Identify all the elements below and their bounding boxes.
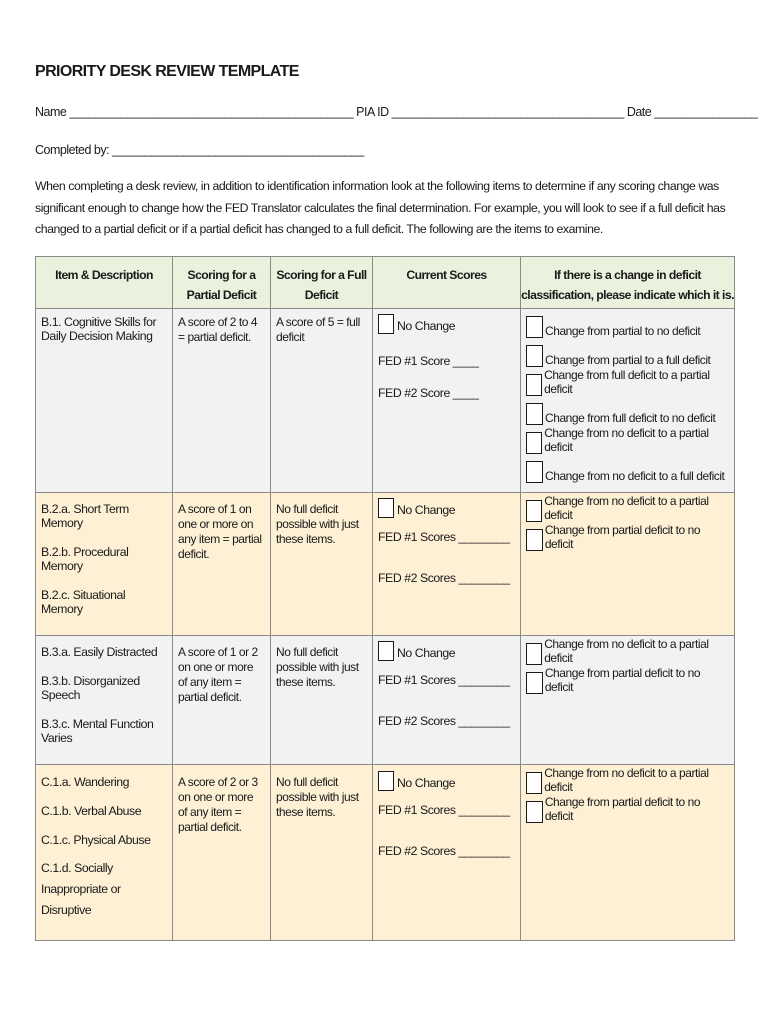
- header-current: Current Scores: [373, 257, 521, 309]
- change-option-checkbox[interactable]: [526, 500, 542, 522]
- header-item: Item & Description: [36, 257, 173, 309]
- partial-scoring: A score of 2 or 3 on one or more of any item = partial deficit.: [178, 775, 258, 834]
- change-option-label: Change from partial to no deficit: [545, 324, 701, 338]
- change-option-checkbox[interactable]: [526, 345, 543, 367]
- table-header-row: [36, 257, 735, 309]
- change-option-label: Change from no deficit to a partial deficit: [544, 494, 709, 522]
- item-description: B.2.a. Short Term Memory: [41, 502, 129, 530]
- no-change-label: No Change: [397, 646, 456, 660]
- change-option-checkbox[interactable]: [526, 529, 543, 551]
- no-change-checkbox[interactable]: [378, 771, 394, 791]
- change-option-label: Change from no deficit to a partial deficit: [544, 426, 709, 454]
- item-description: B.3.b. Disorganized Speech: [41, 674, 140, 702]
- full-scoring: No full deficit possible with just these items.: [276, 775, 359, 819]
- change-option-label: Change from partial deficit to no deficit: [544, 666, 701, 694]
- partial-scoring: A score of 1 on one or more on any item = partial deficit.: [178, 502, 262, 561]
- fed1-score-field[interactable]: FED #1 Score ____: [378, 354, 479, 368]
- full-scoring: A score of 5 = full deficit: [276, 315, 360, 344]
- full-scoring: No full deficit possible with just these items.: [276, 645, 359, 689]
- fed1-score-field[interactable]: FED #1 Scores ________: [378, 803, 510, 817]
- item-description: B.2.b. Procedural Memory: [41, 545, 129, 573]
- header-change: If there is a change in deficit classification, please indicate which it is.: [521, 257, 735, 309]
- header-full: Scoring for a Full Deficit: [271, 257, 373, 309]
- no-change-label: No Change: [397, 319, 456, 333]
- completed-by-line: Completed by: _______________________________________: [35, 143, 364, 157]
- item-description: B.3.a. Easily Distracted: [41, 645, 158, 659]
- table-row: [36, 493, 735, 636]
- partial-scoring: A score of 2 to 4 = partial deficit.: [178, 315, 258, 344]
- partial-scoring: A score of 1 or 2 on one or more of any item = partial deficit.: [178, 645, 258, 704]
- table-row: [36, 765, 735, 941]
- no-change-label: No Change: [397, 503, 456, 517]
- no-change-checkbox[interactable]: [378, 314, 394, 334]
- document-title: PRIORITY DESK REVIEW TEMPLATE: [35, 63, 299, 80]
- fed1-score-field[interactable]: FED #1 Scores ________: [378, 673, 510, 687]
- change-option-checkbox[interactable]: [526, 672, 543, 694]
- change-option-checkbox[interactable]: [526, 643, 542, 665]
- change-option-label: Change from partial deficit to no deficit: [544, 523, 701, 551]
- full-scoring: No full deficit possible with just these items.: [276, 502, 359, 546]
- fed2-score-field[interactable]: FED #2 Scores ________: [378, 571, 510, 585]
- no-change-label: No Change: [397, 776, 456, 790]
- change-option-label: Change from partial to a full deficit: [545, 353, 711, 367]
- item-description: C.1.d. Socially Inappropriate or Disruptive: [41, 861, 121, 917]
- fed2-score-field[interactable]: FED #2 Scores ________: [378, 844, 510, 858]
- fed2-score-field[interactable]: FED #2 Scores ________: [378, 714, 510, 728]
- header-partial: Scoring for a Partial Deficit: [173, 257, 271, 309]
- change-option-checkbox[interactable]: [526, 772, 542, 794]
- change-option-label: Change from no deficit to a partial deficit: [544, 637, 709, 665]
- item-description: B.1. Cognitive Skills for Daily Decision Making: [41, 315, 157, 343]
- change-option-checkbox[interactable]: [526, 432, 542, 454]
- item-description: B.3.c. Mental Function Varies: [41, 717, 154, 745]
- change-option-label: Change from no deficit to a partial deficit: [544, 766, 709, 794]
- item-description: C.1.a. Wandering: [41, 775, 130, 789]
- change-option-checkbox[interactable]: [526, 801, 543, 823]
- change-option-label: Change from full deficit to a partial deficit: [544, 368, 710, 396]
- fed1-score-field[interactable]: FED #1 Scores ________: [378, 530, 510, 544]
- item-description: C.1.b. Verbal Abuse: [41, 804, 142, 818]
- fed2-score-field[interactable]: FED #2 Score ____: [378, 386, 479, 400]
- intro-paragraph: When completing a desk review, in addition to identification information look at the following items to determine if any scoring change was significant enough to change how the FED Translator calculates the final determination. For example, you will look to see if a full deficit has changed to a partial deficit or if a partial deficit has changed to a full deficit. The following are the items to examine.: [35, 179, 726, 236]
- no-change-checkbox[interactable]: [378, 498, 394, 518]
- change-option-label: Change from no deficit to a full deficit: [545, 469, 725, 483]
- item-description: B.2.c. Situational Memory: [41, 588, 126, 616]
- item-description: C.1.c. Physical Abuse: [41, 833, 151, 847]
- change-option-label: Change from partial deficit to no deficit: [544, 795, 701, 823]
- review-table: [35, 256, 735, 941]
- change-option-checkbox[interactable]: [526, 461, 543, 483]
- change-option-label: Change from full deficit to no deficit: [545, 411, 716, 425]
- no-change-checkbox[interactable]: [378, 641, 394, 661]
- change-option-checkbox[interactable]: [526, 316, 543, 338]
- change-option-checkbox[interactable]: [526, 403, 543, 425]
- table-row: [36, 636, 735, 765]
- table-row: [36, 309, 735, 493]
- name-pia-date-line: Name ____________________________________________ PIA ID ____________________________________ Date ________________: [35, 105, 758, 119]
- change-option-checkbox[interactable]: [526, 374, 542, 396]
